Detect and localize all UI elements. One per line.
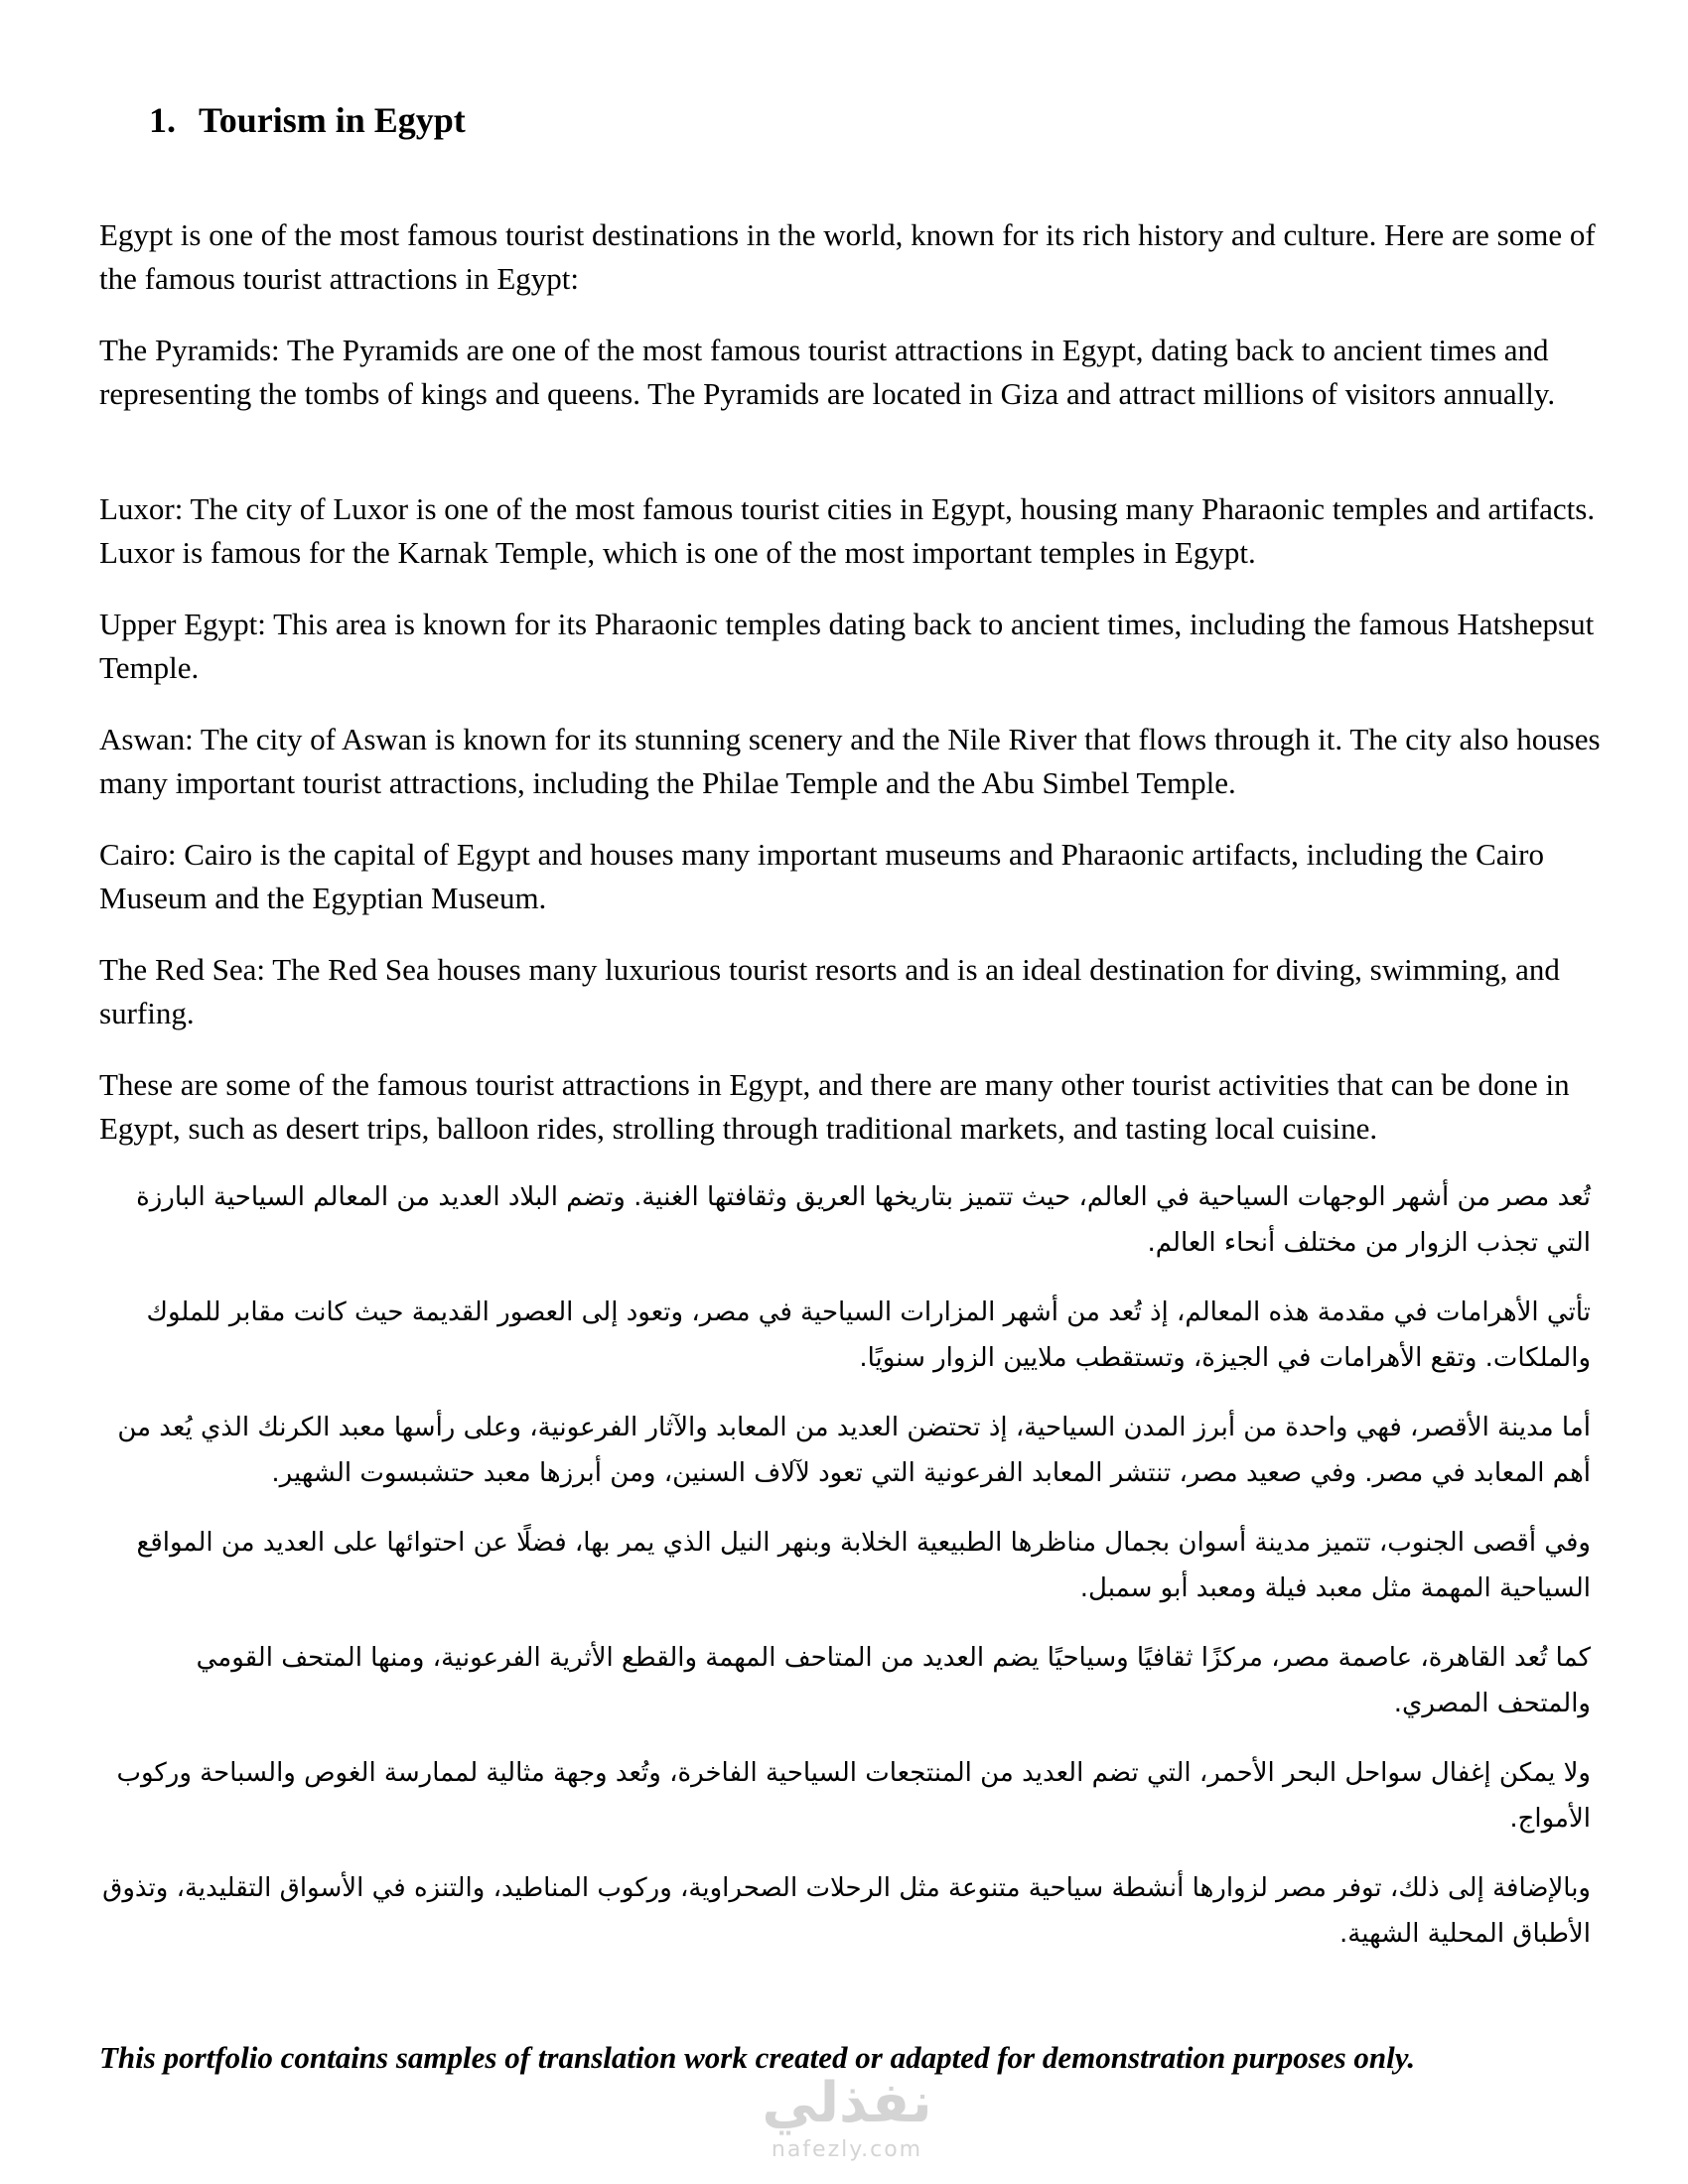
arabic-paragraph-luxor: أما مدينة الأقصر، فهي واحدة من أبرز المدن السياحية، إذ تحتضن العديد من المعابد والآثار الفرعونية، وعلى رأسها معبد الكرنك الذي يُعد من أهم المعابد في مصر. وفي صعيد مصر، تنتشر المعابد الفرعونية التي تعود لآلاف السنين، ومن أبرزها معبد حتشبسوت الشهير. (117, 1413, 1591, 1488)
arabic-paragraph-pyramids: تأتي الأهرامات في مقدمة هذه المعالم، إذ تُعد من أشهر المزارات السياحية في مصر، وتعود إلى العصور القديمة حيث كانت مقابر للملوك والملكات. وتقع الأهرامات في الجيزة، وتستقطب ملايين الزوار سنويًا. (146, 1297, 1591, 1373)
watermark-logo: نفذلي (762, 2071, 932, 2135)
english-paragraph-aswan: Aswan: The city of Aswan is known for its stunning scenery and the Nile River that flows through it. The city also houses many important tourist attractions, including the Philae Temple and the Abu Simbel Temple. (99, 722, 1601, 800)
arabic-paragraph-red-sea: ولا يمكن إغفال سواحل البحر الأحمر، التي تضم العديد من المنتجعات السياحية الفاخرة، وتُعد وجهة مثالية لممارسة الغوص والسباحة وركوب الأمواج. (116, 1758, 1591, 1834)
arabic-paragraph-activities: وبالإضافة إلى ذلك، توفر مصر لزوارها أنشطة سياحية متنوعة مثل الرحلات الصحراوية، وركوب المناطيد، والتنزه في الأسواق التقليدية، وتذوق الأطباق المحلية الشهية. (102, 1873, 1591, 1949)
nafezly-watermark (743, 2070, 951, 2184)
arabic-paragraph-cairo: كما تُعد القاهرة، عاصمة مصر، مركزًا ثقافيًا وسياحيًا يضم العديد من المتاحف المهمة والقطع الأثرية الفرعونية، ومنها المتحف القومي والمتحف المصري. (196, 1643, 1591, 1718)
arabic-paragraph-aswan: وفي أقصى الجنوب، تتميز مدينة أسوان بجمال مناظرها الطبيعية الخلابة وبنهر النيل الذي يمر بها، فضلًا عن احتوائها على العديد من المواقع السياحية المهمة مثل معبد فيلة ومعبد أبو سمبل. (136, 1528, 1591, 1603)
section-number: 1. (149, 100, 176, 140)
english-paragraph-cairo: Cairo: Cairo is the capital of Egypt and houses many important museums and Pharaonic artifacts, including the Cairo Museum and the Egyptian Museum. (99, 837, 1544, 915)
section-title: Tourism in Egypt (199, 100, 466, 140)
portfolio-disclaimer: This portfolio contains samples of translation work created or adapted for demonstration purposes only. (99, 2040, 1416, 2075)
english-paragraph-upper-egypt: Upper Egypt: This area is known for its Pharaonic temples dating back to ancient times, including the famous Hatshepsut Temple. (99, 607, 1595, 685)
english-paragraph-intro: Egypt is one of the most famous tourist destinations in the world, known for its rich history and culture. Here are some of the famous tourist attractions in Egypt: (99, 217, 1596, 296)
english-paragraph-pyramids: The Pyramids: The Pyramids are one of the most famous tourist attractions in Egypt, dating back to ancient times and representing the tombs of kings and queens. The Pyramids are located in Giza and attract millions of visitors annually. (99, 333, 1556, 411)
watermark-url: nafezly.com (771, 2137, 923, 2162)
english-paragraph-luxor: Luxor: The city of Luxor is one of the most famous tourist cities in Egypt, housing many Pharaonic temples and artifacts. Luxor is famous for the Karnak Temple, which is one of the most important temples in Egypt. (99, 491, 1596, 570)
english-paragraph-conclusion: These are some of the famous tourist attractions in Egypt, and there are many other tourist activities that can be done in Egypt, such as desert trips, balloon rides, strolling through traditional markets, and tasting local cuisine. (99, 1067, 1570, 1146)
english-paragraph-red-sea: The Red Sea: The Red Sea houses many luxurious tourist resorts and is an ideal destination for diving, swimming, and surfing. (99, 952, 1560, 1030)
arabic-paragraph-intro: تُعد مصر من أشهر الوجهات السياحية في العالم، حيث تتميز بتاريخها العريق وثقافتها الغنية. وتضم البلاد العديد من المعالم السياحية البارزة التي تجذب الزوار من مختلف أنحاء العالم. (136, 1182, 1591, 1258)
section-heading (149, 99, 466, 141)
